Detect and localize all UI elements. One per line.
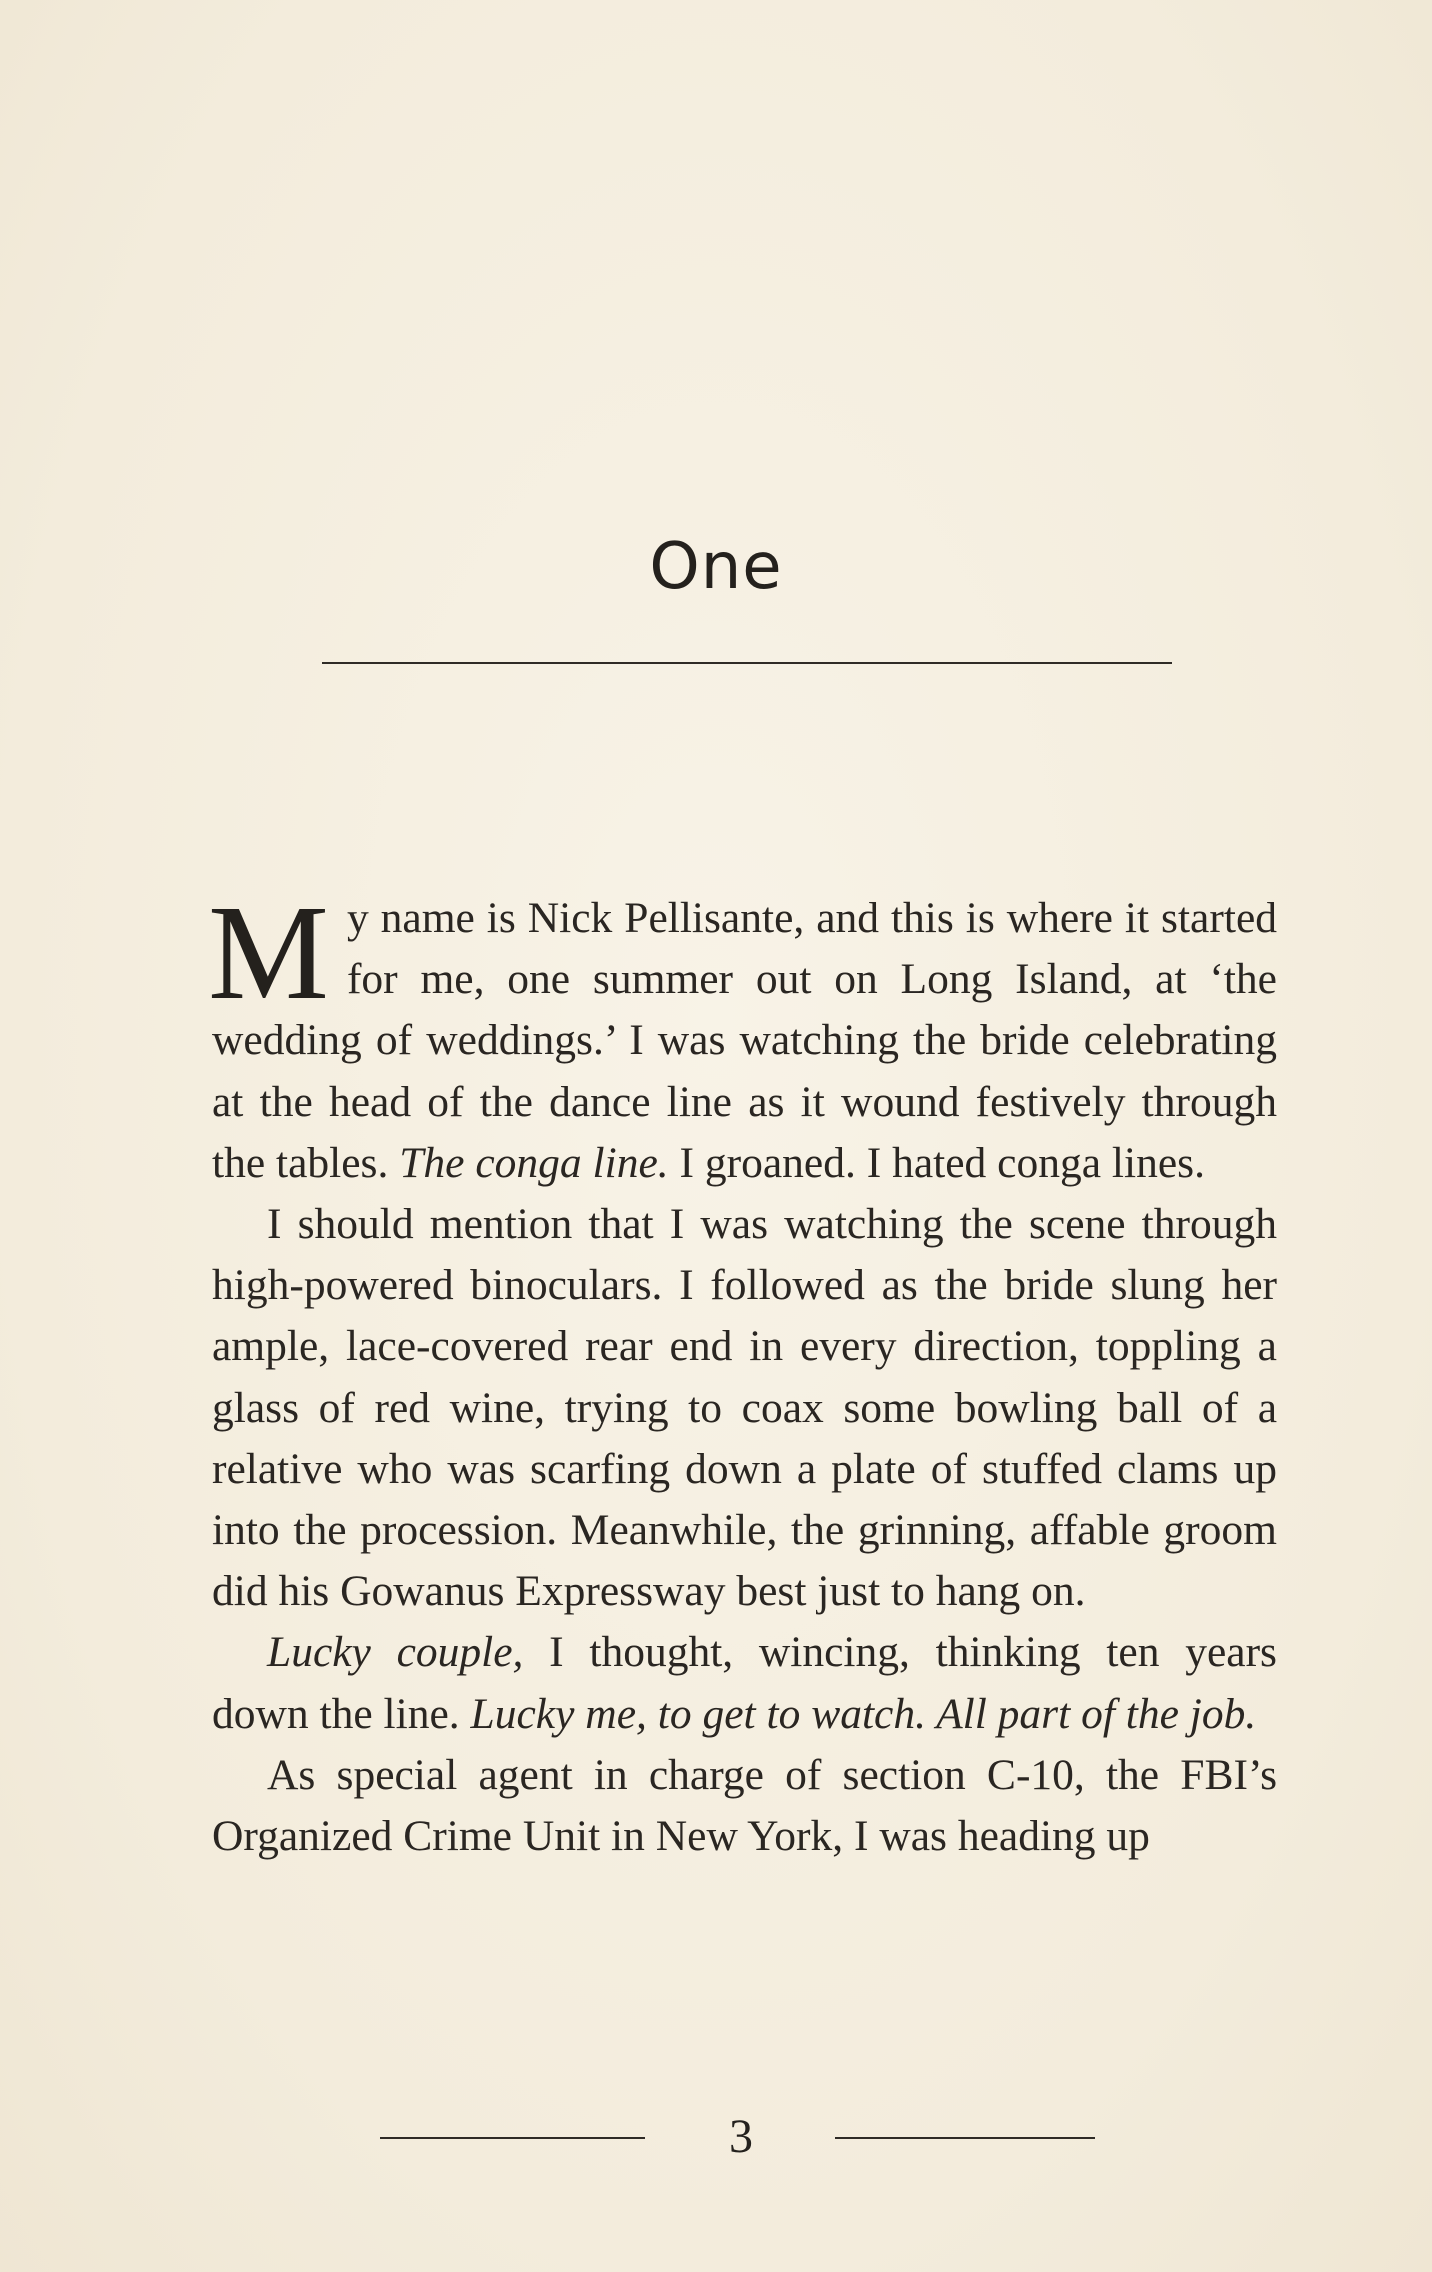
footer-rule-right xyxy=(835,2137,1095,2139)
paragraph-3-italic-1: Lucky couple, xyxy=(267,1628,524,1677)
paragraph-1-italic: The conga line. xyxy=(399,1138,669,1187)
paragraph-4: As special agent in charge of section C-10, the FBI’s Organized Crime Unit in New York, I was heading up xyxy=(212,1750,1277,1861)
paragraph-1-end: I groaned. I hated conga lines. xyxy=(668,1138,1205,1187)
paragraph-1-text: y name is Nick Pellisante, and this is where it started for me, one summer out on Long Island, at ‘the wedding of weddings.’ I was watching the bride celebrating at the head of the dance line as it wound festively through the tables. xyxy=(212,894,1277,1187)
chapter-title: One xyxy=(649,530,783,604)
paragraph-2: I should mention that I was watching the scene through high-powered binoculars. I followed as the bride slung her ample, lace-covered rear end in every direction, toppling a glass of red wine, trying to coax some bowling ball of a relative who was scarfing down a plate of stuffed clams up into the procession. Meanwhile, the grinning, affable groom did his Gowanus Expressway best just to hang on. xyxy=(212,1200,1277,1616)
page-number: 3 xyxy=(729,2110,753,2163)
paragraph-3-italic-2: Lucky me, to get to watch. All part of the job. xyxy=(470,1689,1257,1738)
paragraph-3 xyxy=(212,1622,1277,1744)
paragraph-3-text: I thought, wincing, thinking ten years down the line. xyxy=(212,1628,1277,1738)
drop-cap: M xyxy=(208,878,329,1028)
paragraph-1 xyxy=(208,878,1277,1194)
body-text xyxy=(208,878,1277,1867)
footer-rule-left xyxy=(380,2137,645,2139)
title-divider xyxy=(322,662,1172,664)
